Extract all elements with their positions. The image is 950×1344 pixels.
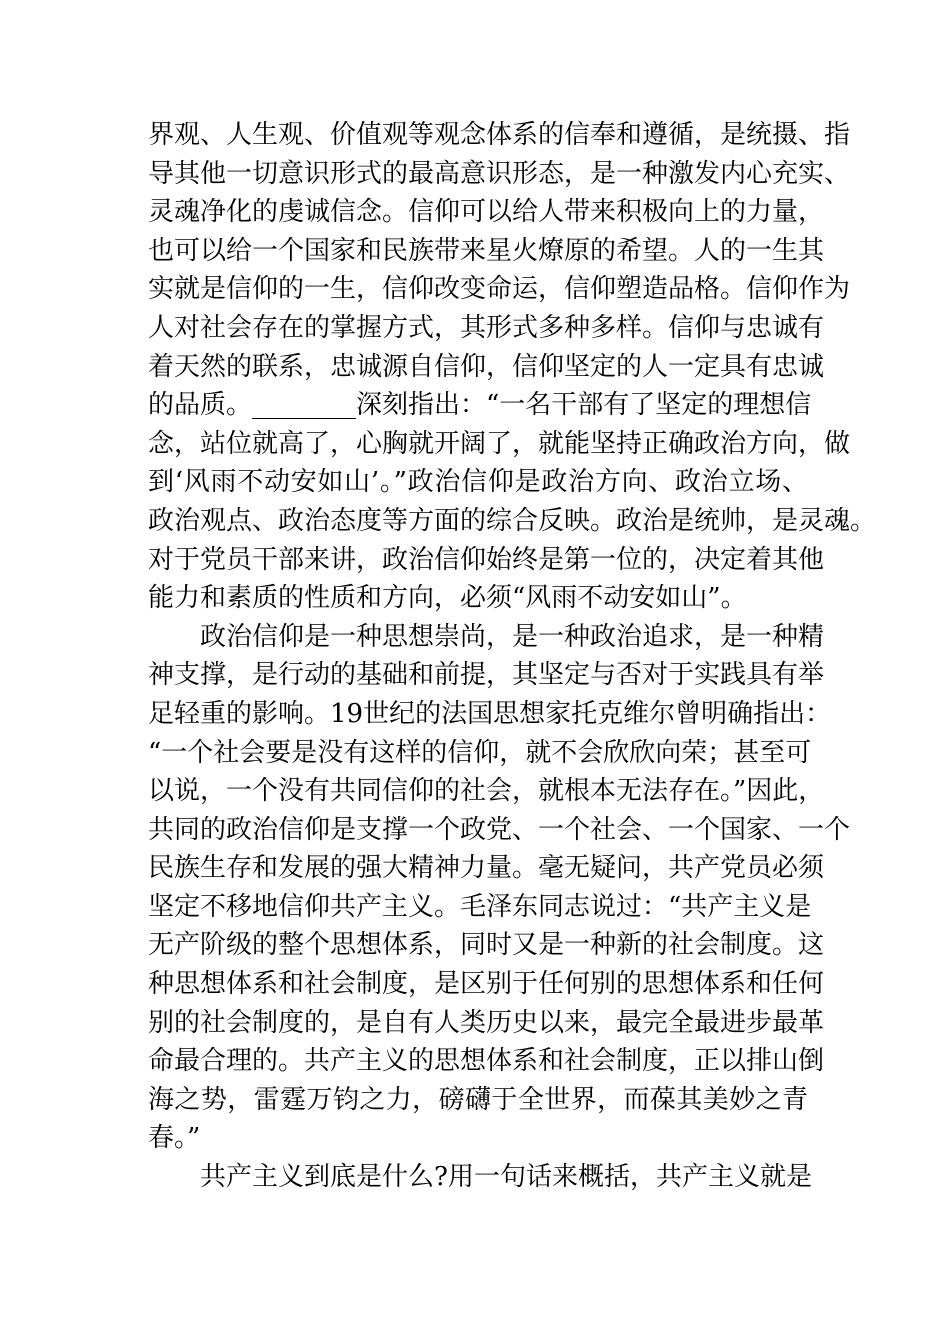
text-line: 对于党员干部来讲，政治信仰始终是第一位的，决定着其他 [148,544,825,575]
text-line: 足轻重的影响。19世纪的法国思想家托克维尔曾明确指出： [148,698,832,729]
text-line: 实就是信仰的一生，信仰改变命运，信仰塑造品格。信仰作为 [148,274,851,305]
text-line: 也可以给一个国家和民族带来星火燎原的希望。人的一生其 [148,235,825,266]
text-line: 民族生存和发展的强大精神力量。毫无疑问，共产党员必须 [148,853,825,884]
text-line: 的品质。________深刻指出：“一名干部有了坚定的理想信 [148,390,812,421]
text-line: 无产阶级的整个思想体系，同时又是一种新的社会制度。这 [148,930,825,961]
text-line: 到‘风雨不动安如山’。”政治信仰是政治方向、政治立场、 [148,467,808,498]
text-line: 政治信仰是一种思想崇尚，是一种政治追求，是一种精 [200,621,825,652]
text-line: 别的社会制度的，是自有人类历史以来，最完全最进步最革 [148,1007,825,1038]
body-text [148,116,877,1197]
text-line: 灵魂净化的虔诚信念。信仰可以给人带来积极向上的力量， [148,197,825,228]
text-line: 种思想体系和社会制度，是区别于任何别的思想体系和任何 [148,969,825,1000]
text-line: 春。” [148,1123,201,1154]
text-line: 导其他一切意识形式的最高意识形态，是一种激发内心充实、 [148,158,851,189]
text-line: 政治观点、政治态度等方面的综合反映。政治是统帅，是灵魂。 [148,505,877,536]
text-line: 命最合理的。共产主义的思想体系和社会制度，正以排山倒 [148,1046,825,1077]
text-line: 坚定不移地信仰共产主义。毛泽东同志说过：“共产主义是 [148,891,812,922]
text-line: 神支撑，是行动的基础和前提，其坚定与否对于实践具有举 [148,660,825,691]
text-line: 海之势，雷霆万钧之力，磅礴于全世界，而葆其美妙之青 [148,1084,808,1115]
text-line: 共产主义到底是什么?用一句话来概括，共产主义就是 [200,1162,812,1193]
paragraph-1 [148,116,877,618]
paragraph-2 [148,618,851,1158]
text-line: “一个社会要是没有这样的信仰，就不会欣欣向荣；甚至可 [148,737,812,768]
text-line: 念，站位就高了，心胸就开阔了，就能坚持正确政治方向，做 [148,428,851,459]
text-line: 着天然的联系，忠诚源自信仰，信仰坚定的人一定具有忠诚 [148,351,825,382]
text-line: 界观、人生观、价值观等观念体系的信奉和遵循，是统摄、指 [148,120,851,150]
text-line: 能力和素质的性质和方向，必须“风雨不动安如山”。 [148,583,747,614]
paragraph-3 [148,1158,812,1197]
text-line: 人对社会存在的掌握方式，其形式多种多样。信仰与忠诚有 [148,312,825,343]
text-line: 以说，一个没有共同信仰的社会，就根本无法存在。”因此， [148,776,825,807]
text-line: 共同的政治信仰是支撑一个政党、一个社会、一个国家、一个 [148,814,851,845]
